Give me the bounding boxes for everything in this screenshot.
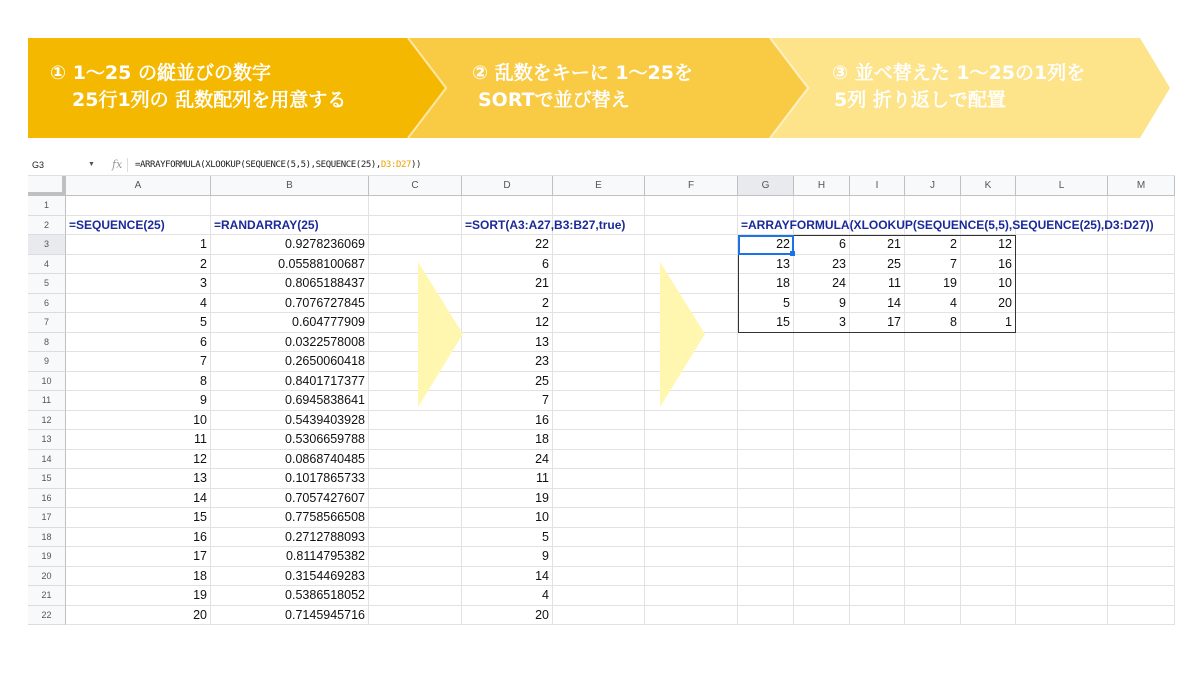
cell-d17[interactable]: 10 bbox=[535, 510, 549, 524]
step1-line2: 25行1列の 乱数配列を用意する bbox=[72, 89, 347, 111]
column-header-a[interactable]: A bbox=[66, 176, 211, 196]
chevron-down-icon[interactable]: ▼ bbox=[88, 161, 95, 168]
gridline bbox=[1174, 196, 1175, 625]
cell-a9[interactable]: 7 bbox=[200, 354, 207, 368]
row-header-8[interactable]: 8 bbox=[28, 333, 66, 353]
cell-a22[interactable]: 20 bbox=[193, 607, 207, 622]
fill-handle[interactable] bbox=[790, 251, 795, 256]
cell-b15[interactable]: 0.1017865733 bbox=[285, 471, 365, 485]
cell-a8[interactable]: 6 bbox=[200, 334, 207, 349]
cell-b14[interactable]: 0.0868740485 bbox=[285, 451, 365, 466]
cell-g3[interactable]: 22 bbox=[776, 237, 790, 251]
row-header-16[interactable]: 16 bbox=[28, 489, 66, 509]
cell-b8[interactable]: 0.0322578008 bbox=[285, 334, 365, 349]
cell-d21[interactable]: 4 bbox=[542, 588, 549, 602]
cell-a11[interactable]: 9 bbox=[200, 393, 207, 407]
cell-h5[interactable]: 24 bbox=[832, 276, 846, 290]
cell-b22[interactable]: 0.7145945716 bbox=[285, 607, 365, 622]
cell-h4[interactable]: 23 bbox=[832, 256, 846, 271]
row-header-10[interactable]: 10 bbox=[28, 372, 66, 392]
row-header-14[interactable]: 14 bbox=[28, 450, 66, 470]
cell-b19[interactable]: 0.8114795382 bbox=[285, 549, 365, 563]
fx-icon: fx bbox=[112, 158, 123, 171]
row-header-15[interactable]: 15 bbox=[28, 469, 66, 489]
step2-text bbox=[472, 60, 693, 114]
row-header-7[interactable]: 7 bbox=[28, 313, 66, 333]
cell-d20[interactable]: 14 bbox=[535, 568, 549, 583]
cell-b2-header[interactable]: =RANDARRAY(25) bbox=[214, 217, 319, 232]
row-header-21[interactable]: 21 bbox=[28, 586, 66, 606]
column-header-j[interactable]: J bbox=[905, 176, 961, 196]
row-header-1[interactable]: 1 bbox=[28, 196, 66, 216]
row-header-22[interactable]: 22 bbox=[28, 606, 66, 626]
cell-b13[interactable]: 0.5306659788 bbox=[285, 432, 365, 446]
cell-k7[interactable]: 1 bbox=[1005, 315, 1012, 329]
cell-d12[interactable]: 16 bbox=[535, 412, 549, 427]
cell-k3[interactable]: 12 bbox=[998, 237, 1012, 251]
cell-a2-header[interactable]: =SEQUENCE(25) bbox=[69, 217, 165, 232]
step3-text bbox=[832, 60, 1085, 114]
cell-d10[interactable]: 25 bbox=[535, 373, 549, 388]
cell-b10[interactable]: 0.8401717377 bbox=[285, 373, 365, 388]
row-header-2[interactable]: 2 bbox=[28, 216, 66, 236]
cell-d9[interactable]: 23 bbox=[535, 354, 549, 368]
cell-a5[interactable]: 3 bbox=[200, 276, 207, 290]
column-header-h[interactable]: H bbox=[794, 176, 850, 196]
cell-a3[interactable]: 1 bbox=[200, 237, 207, 251]
cell-a14[interactable]: 12 bbox=[193, 451, 207, 466]
gridline bbox=[644, 196, 645, 625]
column-header-b[interactable]: B bbox=[211, 176, 369, 196]
column-header-i[interactable]: I bbox=[850, 176, 905, 196]
step-arrow-1 bbox=[418, 262, 468, 412]
cell-i5[interactable]: 11 bbox=[888, 276, 901, 290]
cell-j6[interactable]: 4 bbox=[950, 295, 957, 310]
cell-a4[interactable]: 2 bbox=[200, 256, 207, 271]
cell-d4[interactable]: 6 bbox=[542, 256, 549, 271]
gridline bbox=[1107, 196, 1108, 625]
cell-g7[interactable]: 15 bbox=[776, 315, 790, 329]
cell-j3[interactable]: 2 bbox=[950, 237, 957, 251]
cell-b12[interactable]: 0.5439403928 bbox=[285, 412, 365, 427]
cell-b7[interactable]: 0.604777909 bbox=[292, 315, 365, 329]
column-header-k[interactable]: K bbox=[961, 176, 1016, 196]
cell-b20[interactable]: 0.3154469283 bbox=[285, 568, 365, 583]
cell-i3[interactable]: 21 bbox=[887, 237, 901, 251]
cell-h3[interactable]: 6 bbox=[839, 237, 846, 251]
cell-d5[interactable]: 21 bbox=[535, 276, 549, 290]
step3-line2: 5列 折り返しで配置 bbox=[834, 89, 1006, 111]
cell-k5[interactable]: 10 bbox=[998, 276, 1012, 290]
select-all-corner[interactable] bbox=[28, 176, 66, 196]
row-header-3[interactable]: 3 bbox=[28, 235, 66, 255]
cell-j7[interactable]: 8 bbox=[950, 315, 957, 329]
row-header-9[interactable]: 9 bbox=[28, 352, 66, 372]
active-cell-g3[interactable] bbox=[738, 235, 794, 255]
column-header-f[interactable]: F bbox=[645, 176, 738, 196]
step2-line2: SORTで並び替え bbox=[478, 89, 630, 111]
cell-d15[interactable]: 11 bbox=[536, 471, 549, 485]
row-header-13[interactable]: 13 bbox=[28, 430, 66, 450]
cell-d14[interactable]: 24 bbox=[535, 451, 549, 466]
cell-a10[interactable]: 8 bbox=[200, 373, 207, 388]
row-header-6[interactable]: 6 bbox=[28, 294, 66, 314]
cell-d16[interactable]: 19 bbox=[535, 490, 549, 505]
cell-b6[interactable]: 0.7076727845 bbox=[285, 295, 365, 310]
cell-i6[interactable]: 14 bbox=[887, 295, 901, 310]
cell-k4[interactable]: 16 bbox=[998, 256, 1012, 271]
step3-line1: ③ 並べ替えた 1〜25の1列を bbox=[832, 62, 1086, 84]
formula-bar bbox=[28, 155, 1175, 176]
cell-b11[interactable]: 0.6945838641 bbox=[285, 393, 365, 407]
cell-a17[interactable]: 15 bbox=[193, 510, 207, 524]
formula-separator bbox=[127, 158, 128, 172]
cell-a21[interactable]: 19 bbox=[193, 588, 207, 602]
cell-d2-header[interactable]: =SORT(A3:A27,B3:B27,true) bbox=[465, 217, 626, 232]
row-header-18[interactable]: 18 bbox=[28, 528, 66, 548]
cell-d11[interactable]: 7 bbox=[542, 393, 549, 407]
row-header-4[interactable]: 4 bbox=[28, 255, 66, 275]
row-header-11[interactable]: 11 bbox=[28, 391, 66, 411]
cell-a18[interactable]: 16 bbox=[193, 529, 207, 544]
cell-k6[interactable]: 20 bbox=[998, 295, 1012, 310]
cell-i4[interactable]: 25 bbox=[887, 256, 901, 271]
cell-a19[interactable]: 17 bbox=[193, 549, 207, 563]
cell-g4[interactable]: 13 bbox=[776, 256, 790, 271]
cell-g2-header[interactable]: =ARRAYFORMULA(XLOOKUP(SEQUENCE(5,5),SEQUENCE(25),D3:D27)) bbox=[741, 217, 1154, 232]
cell-b17[interactable]: 0.7758566508 bbox=[285, 510, 365, 524]
cell-b18[interactable]: 0.2712788093 bbox=[285, 529, 365, 544]
row-header-17[interactable]: 17 bbox=[28, 508, 66, 528]
row-header-12[interactable]: 12 bbox=[28, 411, 66, 431]
cell-b3[interactable]: 0.9278236069 bbox=[285, 237, 365, 251]
cell-a12[interactable]: 10 bbox=[193, 412, 207, 427]
cell-d3[interactable]: 22 bbox=[535, 237, 549, 251]
cell-d8[interactable]: 13 bbox=[535, 334, 549, 349]
cell-d19[interactable]: 9 bbox=[542, 549, 549, 563]
step2-line1: ② 乱数をキーに 1〜25を bbox=[472, 62, 693, 84]
cell-j5[interactable]: 19 bbox=[943, 276, 957, 290]
steps-banner bbox=[0, 0, 1200, 150]
cell-j4[interactable]: 7 bbox=[950, 256, 957, 271]
column-header-c[interactable]: C bbox=[369, 176, 462, 196]
row-header-20[interactable]: 20 bbox=[28, 567, 66, 587]
cell-d22[interactable]: 20 bbox=[535, 607, 549, 622]
cell-a15[interactable]: 13 bbox=[193, 471, 207, 485]
step1-line1: ① 1〜25 の縦並びの数字 bbox=[50, 62, 271, 84]
cell-b21[interactable]: 0.5386518052 bbox=[285, 588, 365, 602]
column-header-e[interactable]: E bbox=[553, 176, 645, 196]
cell-b4[interactable]: 0.05588100687 bbox=[278, 256, 365, 271]
cell-h6[interactable]: 9 bbox=[839, 295, 846, 310]
cell-a20[interactable]: 18 bbox=[193, 568, 207, 583]
formula-range: D3:D27 bbox=[380, 160, 412, 170]
column-header-d[interactable]: D bbox=[462, 176, 553, 196]
cell-a6[interactable]: 4 bbox=[200, 295, 207, 310]
cell-g5[interactable]: 18 bbox=[776, 276, 790, 290]
cell-a16[interactable]: 14 bbox=[193, 490, 207, 505]
column-header-l[interactable]: L bbox=[1016, 176, 1108, 196]
cell-d6[interactable]: 2 bbox=[542, 295, 549, 310]
cell-b16[interactable]: 0.7057427607 bbox=[285, 490, 365, 505]
formula-prefix: =ARRAYFORMULA(XLOOKUP(SEQUENCE(5,5),SEQUENCE(25), bbox=[135, 160, 381, 170]
cell-g6[interactable]: 5 bbox=[783, 295, 790, 310]
step1-text bbox=[50, 60, 346, 114]
column-header-g[interactable]: G bbox=[738, 176, 794, 196]
cell-b9[interactable]: 0.2650060418 bbox=[285, 354, 365, 368]
step-arrow-2 bbox=[660, 262, 710, 412]
cell-a13[interactable]: 11 bbox=[194, 432, 207, 446]
cell-i7[interactable]: 17 bbox=[887, 315, 901, 329]
row-header-5[interactable]: 5 bbox=[28, 274, 66, 294]
row-header-19[interactable]: 19 bbox=[28, 547, 66, 567]
formula-input[interactable] bbox=[135, 155, 421, 175]
cell-h7[interactable]: 3 bbox=[839, 315, 846, 329]
formula-suffix: )) bbox=[411, 160, 422, 170]
cell-d7[interactable]: 12 bbox=[535, 315, 549, 329]
cell-d13[interactable]: 18 bbox=[535, 432, 549, 446]
cell-d18[interactable]: 5 bbox=[542, 529, 549, 544]
cell-a7[interactable]: 5 bbox=[200, 315, 207, 329]
cell-b5[interactable]: 0.8065188437 bbox=[285, 276, 365, 290]
name-box[interactable]: G3 bbox=[32, 160, 45, 170]
column-header-m[interactable]: M bbox=[1108, 176, 1175, 196]
